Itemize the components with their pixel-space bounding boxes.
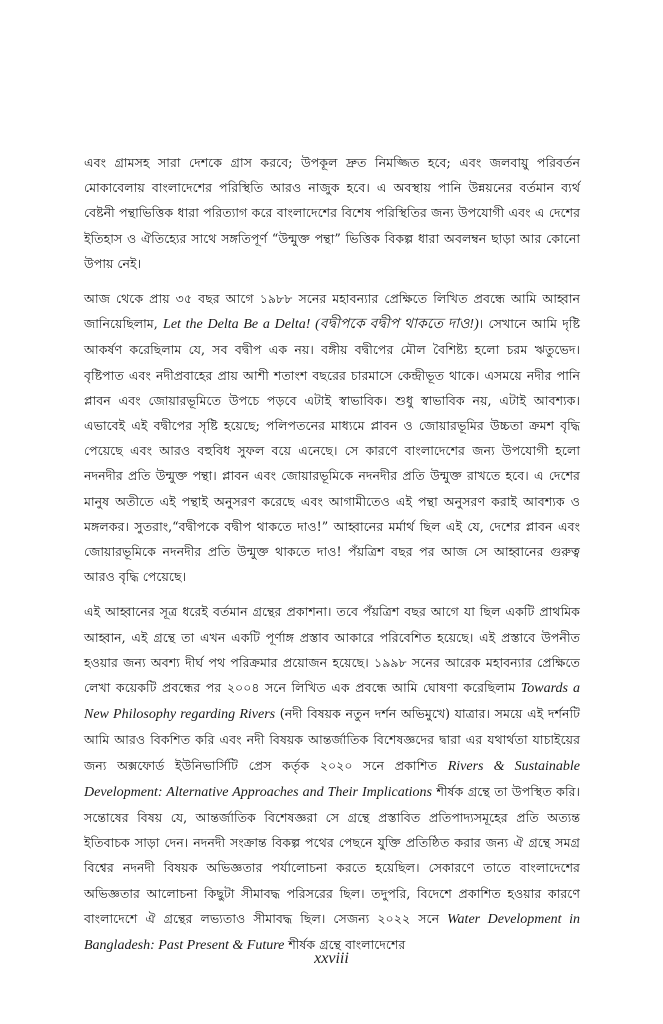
paragraph-1-text: এবং গ্রামসহ সারা দেশকে গ্রাস করবে; উপকূল দ্রুত নিমজ্জিত হবে; এবং জলবায়ু পরিবর্তন মোকাবেলায় বাংলাদেশের পরিস্থিতি আরও নাজুক হবে। এ অবস্থায় পানি উন্নয়নের বর্তমান ব্যর্থ বেষ্টনী পন্থাভিত্তিক ধারা পরিত্যাগ করে বাংলাদেশের বিশেষ পরিস্থিতির জন্য উপযোগী এবং এ দেশের ইতিহাস ও ঐতিহ্যের সাথে সঙ্গতিপূর্ণ “উন্মুক্ত পন্থা” ভিত্তিক বিকল্প ধারা অবলম্বন ছাড়া আর কোনো উপায় নেই। [84,155,580,271]
paragraph-3-text-d: শীর্ষক গ্রন্থে বাংলাদেশের [284,937,406,953]
paragraph-2-italic-title: Let the Delta Be a Delta! (বদ্বীপকে বদ্বীপ থাকতে দাও!) [163,317,479,333]
paragraph-3-text-c: শীর্ষক গ্রন্থে তা উপস্থিত করি। সন্তোষের বিষয় যে, আন্তর্জাতিক বিশেষজ্ঞরা সে গ্রন্থে প্রস্তাবিত প্রতিপাদ্যসমূহের প্রতি অত্যন্ত ইতিবাচক সাড়া দেন। নদনদী সংক্রান্ত বিকল্প পথের পেছনে যুক্তি প্রতিষ্ঠিত করার জন্য ঐ গ্রন্থে সমগ্র বিশ্বের নদনদী বিষয়ক অভিজ্ঞতার পর্যালোচনা করতে হয়েছিল। সেকারণে তাতে বাংলাদেশের অভিজ্ঞতার আলোচনা কিছুটা সীমাবদ্ধ পরিসরের ছিল। তদুপরি, বিদেশে প্রকাশিত হওয়ার কারণে বাংলাদেশে ঐ গ্রন্থের লভ্যতাও সীমাবদ্ধ ছিল। সেজন্য ২০২২ সনে [84,783,581,926]
page-number: xxviii [314,950,349,967]
paragraph-2 [84,286,580,589]
paragraph-3-text-a: এই আহ্বানের সূত্র ধরেই বর্তমান গ্রন্থের প্রকাশনা। তবে পঁয়ত্রিশ বছর আগে যা ছিল একটি প্রাথমিক আহ্বান, এই গ্রন্থে তা এখন একটি পূর্ণাঙ্গ প্রস্তাব আকারে পরিবেশিত হয়েছে। এই প্রস্তাবে উপনীত হওয়ার জন্য অবশ্য দীর্ঘ পথ পরিক্রমার প্রয়োজন হয়েছে। ১৯৯৮ সনের আরেক মহাবন্যার প্রেক্ষিতে লেখা কয়েকটি প্রবন্ধের পর ২০০৪ সনে লিখিত এক প্রবন্ধে আমি ঘোষণা করেছিলাম [84,604,580,696]
paragraph-3-italic-title-1: Towards a New Philosophy regarding Rivers [84,681,580,723]
paragraph-3-italic-title-2: Rivers & Sustainable Development: Alternative Approaches and Their Implications [84,758,580,800]
paragraph-2-text-a: আজ থেকে প্রায় ৩৫ বছর আগে ১৯৮৮ সনের মহাবন্যার প্রেক্ষিতে লিখিত প্রবন্ধে আমি আহ্বান জানিয়েছিলাম, [84,291,580,332]
paragraph-1 [84,150,580,276]
paragraph-3 [84,599,580,958]
paragraph-2-text-b: । সেখানে আমি দৃষ্টি আকর্ষণ করেছিলাম যে, সব বদ্বীপ এক নয়। বঙ্গীয় বদ্বীপের মৌল বৈশিষ্ট্য হলো চরম ঋতুভেদ। বৃষ্টিপাত এবং নদীপ্রবাহের প্রায় আশী শতাংশ বছরের চারমাসে কেন্দ্রীভূত থাকে। এসময়ে নদীর পানি প্লাবন এবং জোয়ারভূমিতে উপচে পড়বে এটাই স্বাভাবিক। শুধু স্বাভাবিক নয়, এটাই আবশ্যক। এভাবেই এই বদ্বীপের সৃষ্টি হয়েছে; পলিপতনের মাধ্যমে প্লাবন ও জোয়ারভূমির উচ্চতা ক্রমশ বৃদ্ধি পেয়েছে এবং আরও বহুবিধ সুফল বয়ে এনেছে। সে কারণে বাংলাদেশের জন্য উপযোগী হলো নদনদীর প্রতি উন্মুক্ত পন্থা। প্লাবন এবং জোয়ারভূমিকে নদনদীর প্রতি উন্মুক্ত রাখতে হবে। এ দেশের মানুষ অতীতে এই পন্থাই অনুসরণ করেছে এবং আগামীতেও এই পন্থা অনুসরণ করাই আবশ্যক ও মঙ্গলকর। সুতরাং,“বদ্বীপকে বদ্বীপ থাকতে দাও!” আহ্বানের মর্মার্থ ছিল এই যে, দেশের প্লাবন এবং জোয়ারভূমিকে নদনদীর প্রতি উন্মুক্ত থাকতে দাও! পঁয়ত্রিশ বছর পর আজ সে আহ্বানের গুরুত্ব আরও বৃদ্ধি পেয়েছে। [84,316,580,585]
page-body [84,150,580,968]
paragraph-3-text-b: (নদী বিষয়ক নতুন দর্শন অভিমুখে) যাত্রার। সময়ে এই দর্শনটি আমি আরও বিকশিত করি এবং নদী বিষয়ক আন্তর্জাতিক বিশেষজ্ঞদের দ্বারা এর যথার্থতা যাচাইয়ের জন্য অক্সফোর্ড ইউনিভার্সিটি প্রেস কর্তৃক ২০২০ সনে প্রকাশিত [84,706,580,773]
paragraph-3-italic-title-3: Water Development in Bangladesh: Past Present & Future [84,911,580,954]
